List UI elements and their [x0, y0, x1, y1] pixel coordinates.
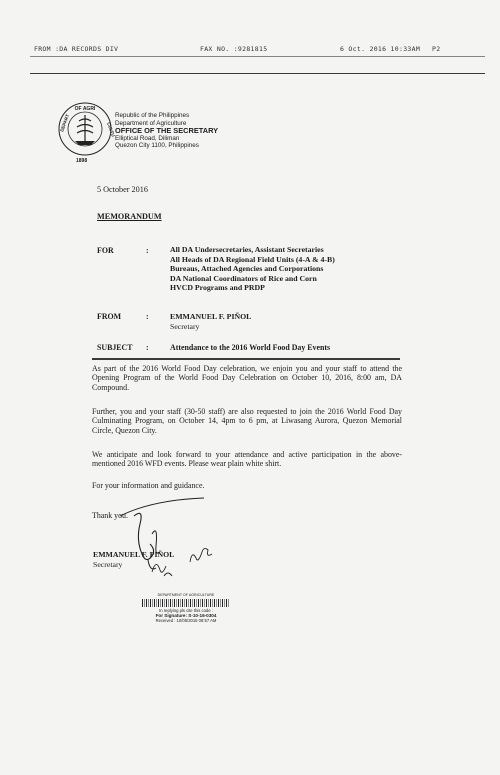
recipient-line: All Heads of DA Regional Field Units (4-A & 4-B): [170, 254, 335, 264]
fax-page: P2: [432, 45, 441, 53]
office-line: OFFICE OF THE SECRETARY: [115, 126, 219, 136]
subject-text: Attendance to the 2016 World Food Day Events: [170, 343, 331, 352]
address-line-1: Elliptical Road, Diliman: [115, 134, 180, 142]
letterhead: [115, 112, 218, 150]
svg-text:CULTU: CULTU: [106, 121, 116, 138]
stamp-dept: DEPARTMENT OF AGRICULTURE: [157, 593, 215, 597]
for-colon: :: [146, 246, 149, 255]
from-colon: :: [146, 312, 149, 321]
paragraph-4: For your information and guidance.: [92, 481, 205, 490]
stamp-received: Received : 10/05/2016 08:57 AM: [155, 618, 217, 623]
signatory-title: Secretary: [93, 560, 123, 569]
address-line-2: Quezon City 1100, Philippines: [115, 142, 199, 150]
for-label: FOR: [97, 246, 114, 255]
memo-title: MEMORANDUM: [97, 212, 162, 221]
fax-header-rule: [30, 56, 485, 57]
subject-label: SUBJECT: [97, 343, 133, 352]
paragraph-3: We anticipate and look forward to your attendance and active participation in the above-mentioned 2016 WFD events. Please wear plain white shirt.: [92, 450, 402, 469]
from-title: Secretary: [170, 321, 200, 331]
recipient-line: Bureaus, Attached Agencies and Corporations: [170, 264, 324, 274]
signatory-name: EMMANUEL F. PIÑOL: [93, 550, 175, 559]
fax-from: FROM :DA RECORDS DIV: [34, 45, 119, 53]
svg-text:OF AGRI: OF AGRI: [74, 106, 96, 112]
paragraph-2: Further, you and your staff (30-50 staff) are also requested to join the 2016 World Food Day Culminating Program, on October 14, 4pm to 6 pm, at Liwasang Aurora, Quezon Memorial Circle, Quezon City.: [92, 407, 402, 435]
subject-rule: [92, 358, 400, 360]
svg-text:DEPART: DEPART: [59, 113, 71, 133]
routing-stamp: [140, 593, 232, 623]
barcode: [142, 599, 230, 607]
recipients-list: [170, 245, 335, 293]
seal-year: 1898: [76, 158, 88, 164]
department-line: Department of Agriculture: [115, 119, 187, 127]
fax-datetime: 6 Oct. 2016 10:33AM: [340, 45, 421, 53]
from-block: [170, 312, 251, 331]
from-label: FROM: [97, 312, 122, 321]
top-rule: [30, 73, 485, 74]
paragraph-1: As part of the 2016 World Food Day celebration, we enjoin you and your staff to attend the Opening Program of the World Food Day Celebration on October 10, 2016, 8:00 am, DA Compound.: [92, 364, 402, 392]
stamp-reply: In replying pls cite this code :: [159, 608, 213, 613]
subject-colon: :: [146, 343, 149, 352]
memo-date: 5 October 2016: [97, 185, 148, 194]
republic-line: Republic of the Philippines: [115, 112, 190, 119]
fax-number: FAX NO. :9281815: [200, 45, 268, 53]
stamp-code: For Signature: S-10-16-0304: [155, 613, 217, 618]
from-name: EMMANUEL F. PIÑOL: [170, 312, 252, 321]
recipient-line: HVCD Programs and PRDP: [170, 283, 265, 293]
da-seal-logo: [57, 101, 116, 157]
recipient-line: DA National Coordinators of Rice and Corn: [170, 273, 317, 283]
handwritten-initials: [148, 540, 218, 580]
recipient-line: All DA Undersecretaries, Assistant Secretaries: [170, 245, 324, 254]
thank-you: Thank you.: [92, 511, 128, 520]
